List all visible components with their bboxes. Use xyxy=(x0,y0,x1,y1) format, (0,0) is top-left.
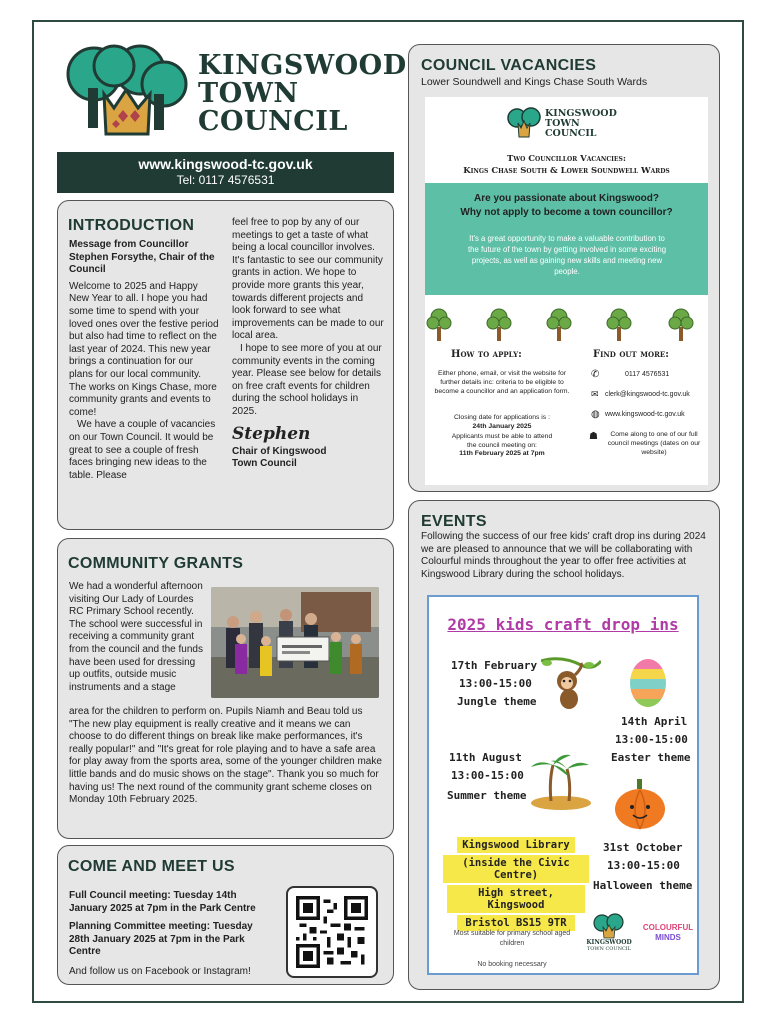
sign-role: Chair of Kingswood Town Council xyxy=(232,445,327,470)
colourful-minds-logo xyxy=(641,923,695,943)
introduction-para2: We have a couple of vacancies on our Town Council. It would be great to see a couple of fresh faces bringing new ideas to the table. Please xyxy=(69,419,216,481)
introduction-col1 xyxy=(69,239,219,482)
event1-date: 17th February xyxy=(451,659,538,672)
closing-date: 24th January 2025 xyxy=(472,423,532,430)
council-logo xyxy=(64,44,192,144)
poster-email[interactable]: clerk@kingswood-tc.gov.uk xyxy=(605,391,690,398)
events-intro: Following the success of our free kids' craft drop ins during 2024 we are pleased to announce that we will be collaborating with Colourful minds throughout the year to offer free activities at Kingswood Library during the school holidays. xyxy=(421,531,706,580)
meeting-date: 11th February 2025 at 7pm xyxy=(459,450,545,457)
poster-web[interactable]: www.kingswood-tc.gov.uk xyxy=(605,411,685,418)
monkey-icon xyxy=(541,655,601,716)
colourful-minds-line1: COLOURFUL xyxy=(642,923,694,932)
suitable-text: Most suitable for primary school aged children xyxy=(453,930,571,947)
council-name-line1: KINGSWOOD xyxy=(198,50,407,81)
social-follow-text: And follow us on Facebook or Instagram! xyxy=(69,966,251,977)
qr-code[interactable] xyxy=(286,886,378,978)
council-vacancies-title: COUNCIL VACANCIES xyxy=(421,57,597,74)
council-name xyxy=(198,52,407,136)
craft-poster-title: 2025 kids craft drop ins xyxy=(447,615,679,634)
attend-text: Applicants must be able to attend the council meeting on: xyxy=(451,433,553,449)
full-council-meeting: Full Council meeting: Tuesday 14th January 2025 at 7pm in the Park Centre xyxy=(69,890,256,914)
poster-logo xyxy=(507,107,541,139)
pumpkin-icon xyxy=(613,777,667,836)
poster-logo-text xyxy=(545,109,617,139)
partner-council-logo xyxy=(579,913,639,952)
contact-bar xyxy=(57,152,394,193)
grants-text-top: We had a wonderful afternoon visiting Our Lady of Lourdes RC Primary School recently. The school were successful in receiving a community grant from the council and the funds have been used for dressing up outfits, outside music instruments and a stage xyxy=(69,581,203,693)
community-grants-title: COMMUNITY GRANTS xyxy=(68,555,244,572)
craft-poster xyxy=(427,595,699,975)
how-to-apply-title: How to apply: xyxy=(451,349,522,360)
poster-teal-banner xyxy=(425,183,708,295)
vacancy-poster xyxy=(425,97,708,485)
partner-logo-line1: KINGSWOOD xyxy=(586,939,632,946)
closing-label: Closing date for applications is : xyxy=(454,414,550,421)
council-name-line3: COUNCIL xyxy=(198,106,348,137)
banner-text: It's a great opportunity to make a valuable contribution to the future of the town by getting involved in some exciting projects, as well as gaining new skills and meeting new people. xyxy=(467,234,667,276)
event4-theme: Halloween theme xyxy=(593,879,693,892)
event3-time: 13:00-15:00 xyxy=(451,769,524,782)
poster-heading1: Two Councillor Vacancies: xyxy=(507,154,626,164)
introduction-panel xyxy=(57,200,394,530)
come-and-meet-us-title: COME AND MEET US xyxy=(68,858,235,875)
poster-logo-line2: TOWN xyxy=(545,118,580,129)
signature: Stephen xyxy=(232,423,311,444)
introduction-para1: Welcome to 2025 and Happy New Year to all. I hope you had some time to spend with your loved ones over the festive period but also had time to reflect on the last year of 2024. This new year brings a continuation for our plans for our local community. The works on Kings Chase, more community grants and events to come! xyxy=(69,280,219,418)
banner-question1: Are you passionate about Kingswood? xyxy=(473,193,659,204)
globe-icon: ◍ xyxy=(591,409,600,420)
council-name-line2: TOWN xyxy=(198,78,299,109)
events-panel xyxy=(408,500,720,990)
venue-line4: Bristol BS15 9TR xyxy=(457,915,575,931)
event2-theme: Easter theme xyxy=(611,751,691,764)
event2-time: 13:00-15:00 xyxy=(615,733,688,746)
tree-row xyxy=(425,303,708,343)
venue-line2: (inside the Civic Centre) xyxy=(443,855,589,883)
poster-meetings-text: Come along to one of our full council meetings (dates on our website) xyxy=(607,431,701,456)
poster-heading2: Kings Chase South & Lower Soundwell Wards xyxy=(463,166,670,176)
planning-committee-meeting: Planning Committee meeting: Tuesday 28th January 2025 at 7pm in the Park Centre xyxy=(69,921,253,958)
event4-time: 13:00-15:00 xyxy=(607,859,680,872)
come-and-meet-us-panel xyxy=(57,845,394,985)
banner-question2: Why not apply to become a town councillor? xyxy=(460,207,673,218)
poster-logo-line1: KINGSWOOD xyxy=(545,108,617,119)
introduction-para3: feel free to pop by any of our meetings to get a taste of what being a local councillor involves. It's fantastic to see our community grants in action. We hope to provide more grants this year, towards different projects and look forward to see what improvements can be made to our local area. xyxy=(232,217,384,342)
telephone: Tel: 0117 4576531 xyxy=(176,173,275,187)
events-title: EVENTS xyxy=(421,513,487,530)
find-out-more-title: Find out more: xyxy=(593,349,669,360)
poster-phone: 0117 4576531 xyxy=(625,371,670,378)
website-link[interactable]: www.kingswood-tc.gov.uk xyxy=(138,156,313,172)
people-icon: ☗ xyxy=(589,431,598,442)
event2-date: 14th April xyxy=(621,715,688,728)
email-icon: ✉ xyxy=(591,389,599,399)
phone-icon: ✆ xyxy=(591,369,600,380)
palm-island-icon xyxy=(529,747,591,816)
event3-date: 11th August xyxy=(449,751,522,764)
tree-icon xyxy=(427,309,693,329)
no-booking-text: No booking necessary xyxy=(477,961,547,968)
event4-date: 31st October xyxy=(603,841,683,854)
council-vacancies-panel xyxy=(408,44,720,492)
introduction-title: INTRODUCTION xyxy=(68,217,195,234)
school-visit-photo xyxy=(211,587,379,698)
event1-time: 13:00-15:00 xyxy=(459,677,532,690)
introduction-para4: I hope to see more of you at our community events in the coming year. Please see below for details on free craft events for children during the school holidays in 2025. xyxy=(232,342,382,417)
introduction-col2 xyxy=(232,217,384,471)
introduction-subtitle: Message from Councillor Stephen Forsythe, Chair of the Council xyxy=(69,239,215,276)
council-vacancies-subtitle: Lower Soundwell and Kings Chase South Wards xyxy=(421,76,648,88)
venue-line1: Kingswood Library xyxy=(457,837,575,853)
egg-icon xyxy=(627,655,669,714)
poster-logo-line3: COUNCIL xyxy=(545,128,597,139)
how-to-apply-text: Either phone, email, or visit the website for further details inc: criteria to be eligible to become a councillor and an application form. xyxy=(434,370,570,395)
event3-theme: Summer theme xyxy=(447,789,527,802)
venue-line3: High street, Kingswood xyxy=(447,885,585,913)
event1-theme: Jungle theme xyxy=(457,695,537,708)
colourful-minds-line2: MINDS xyxy=(655,933,681,942)
partner-logo-line2: TOWN COUNCIL xyxy=(586,946,632,952)
grants-text-bottom: area for the children to perform on. Pupils Niamh and Beau told us "The new play equipment is really creative and it means we can choose to do different things on break like make performances, it's really popular!" and "It's great for role playing and to have a safe area for play away from the sports area, some of the younger children make little bands and do music shows on the stage". Thank you so much for having us! The next round of the community grant scheme closes on Monday 10th February 2025. xyxy=(69,706,382,806)
community-grants-panel xyxy=(57,538,394,839)
venue-box xyxy=(443,837,589,931)
